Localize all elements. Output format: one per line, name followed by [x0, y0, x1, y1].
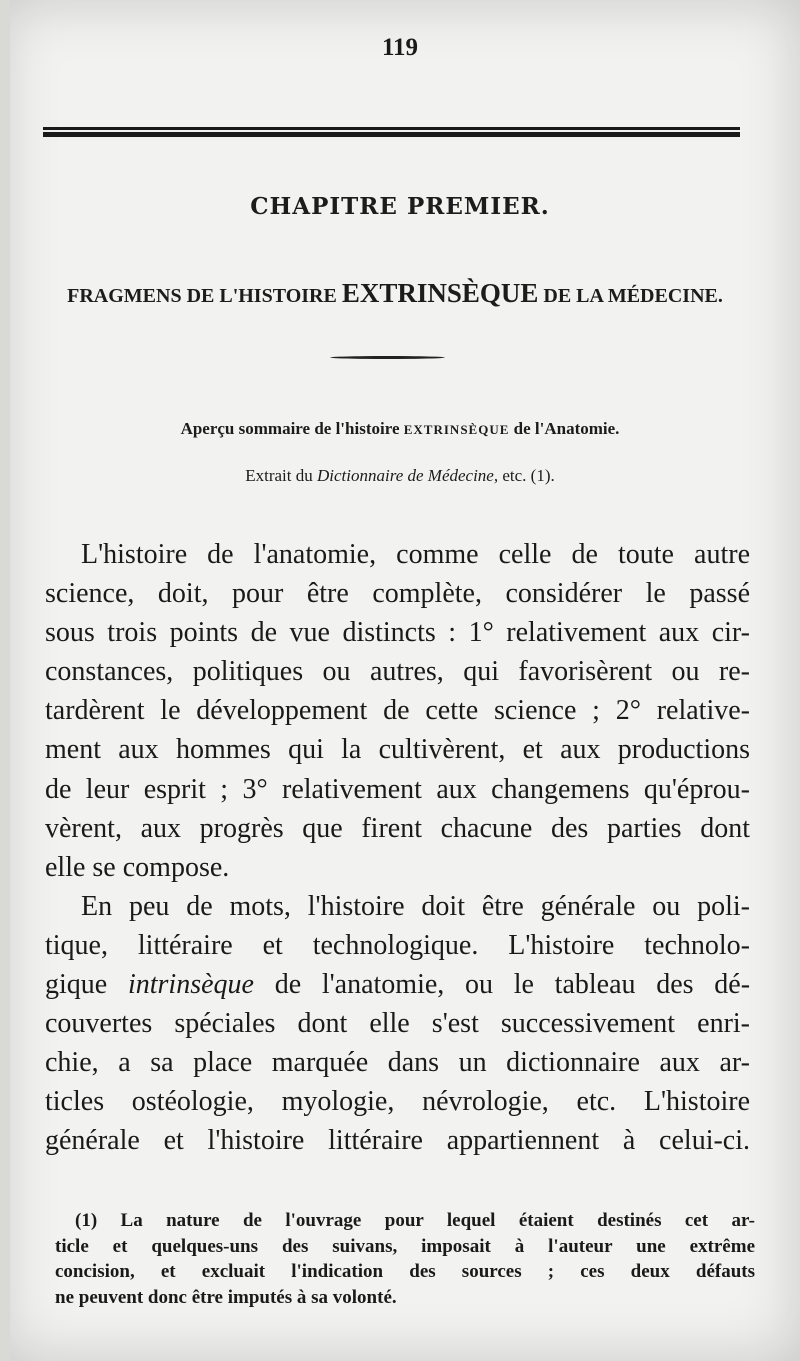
body-line: constances, politiques ou autres, qui favorisèrent ou re-	[45, 656, 750, 688]
body-line: En peu de mots, l'histoire doit être générale ou poli-	[81, 890, 750, 922]
source-line	[0, 466, 800, 486]
body-text	[45, 535, 750, 1161]
body-line: science, doit, pour être complète, considérer le passé	[45, 578, 750, 610]
body-fragment: gique	[45, 969, 108, 1001]
chapter-subtitle-post: DE LA MÉDECINE.	[543, 285, 723, 307]
body-line: ment aux hommes qui la cultivèrent, et aux productions	[45, 734, 750, 766]
body-italic-word: intrinsèque	[127, 969, 254, 1001]
section-title-caps: EXTRINSÈQUE	[403, 422, 510, 437]
body-line-italic	[45, 965, 750, 1004]
body-line: tique, littéraire et technologique. L'histoire technolo-	[45, 929, 750, 961]
body-line: ticles ostéologie, myologie, névrologie, etc. L'histoire	[45, 1086, 750, 1118]
body-line: chie, a sa place marquée dans un dictionnaire aux ar-	[45, 1047, 750, 1079]
body-line: tardèrent le développement de cette science ; 2° relative-	[45, 695, 750, 727]
footnote-line: (1) La nature de l'ouvrage pour lequel étaient destinés cet ar-	[75, 1210, 755, 1231]
chapter-subtitle-emphasis: EXTRINSÈQUE	[341, 278, 539, 308]
body-line: sous trois points de vue distincts : 1° relativement aux cir-	[45, 617, 750, 649]
source-prefix: Extrait du	[245, 466, 313, 485]
footnote-line: concision, et excluait l'indication des sources ; ces deux défauts	[55, 1261, 755, 1282]
source-work-title: Dictionnaire de Médecine	[317, 466, 494, 485]
ornamental-rule	[330, 356, 445, 360]
body-fragment: de l'anatomie, ou le tableau des dé-	[274, 969, 751, 1001]
source-suffix: , etc. (1).	[493, 466, 555, 485]
section-title-post: de l'Anatomie.	[513, 419, 620, 438]
body-line: vèrent, aux progrès que firent chacune des parties dont	[45, 812, 750, 844]
body-line: générale et l'histoire littéraire appartiennent à celui-ci.	[45, 1125, 750, 1157]
chapter-title: CHAPITRE PREMIER.	[250, 193, 550, 220]
section-title	[0, 419, 800, 439]
chapter-subtitle-pre: FRAGMENS DE L'HISTOIRE	[67, 285, 337, 307]
footnote-line: ticle et quelques-uns des suivans, imposait à l'auteur une extrême	[55, 1235, 755, 1257]
section-title-pre: Aperçu sommaire de l'histoire	[180, 419, 400, 438]
body-line: couvertes spéciales dont elle s'est successivement enri-	[45, 1008, 750, 1040]
footnote	[55, 1208, 755, 1310]
header-double-rule	[43, 127, 740, 137]
body-line: elle se compose.	[45, 851, 230, 883]
body-line: L'histoire de l'anatomie, comme celle de toute autre	[81, 539, 750, 570]
body-line: de leur esprit ; 3° relativement aux changemens qu'éprou-	[45, 773, 750, 805]
footnote-line: ne peuvent donc être imputés à sa volonté.	[55, 1286, 397, 1308]
page-number: 119	[381, 34, 419, 61]
chapter-subtitle	[45, 278, 745, 309]
